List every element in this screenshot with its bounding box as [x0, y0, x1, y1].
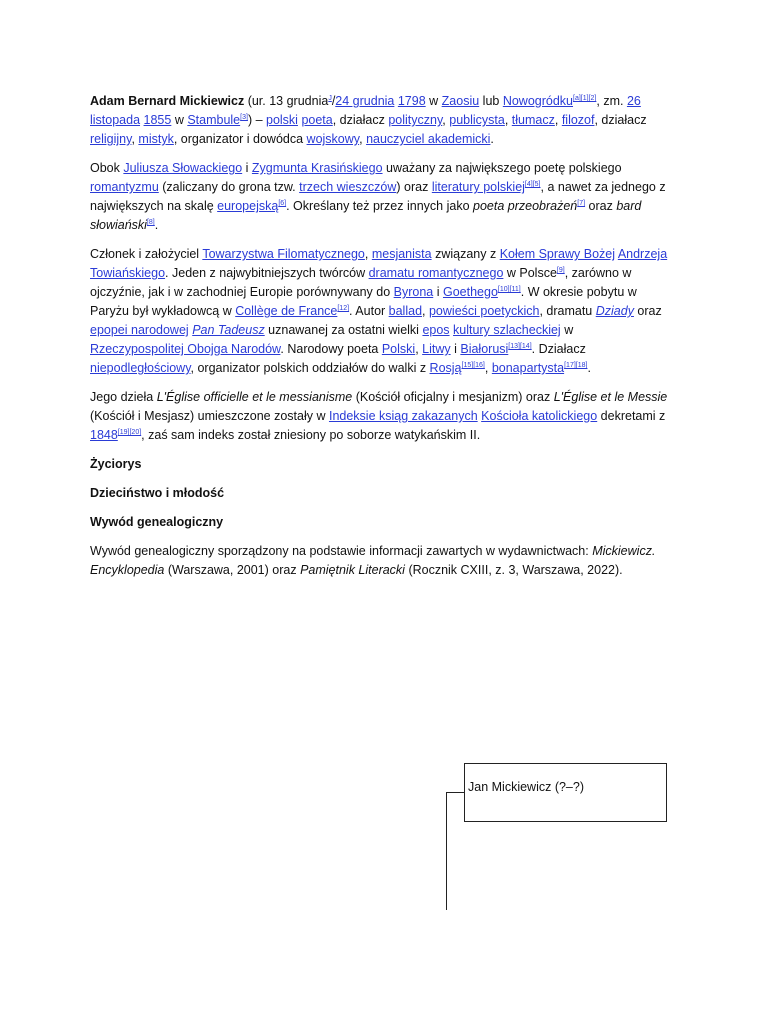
link-tlumacz[interactable]: tłumacz	[511, 113, 555, 127]
footnote-ref[interactable]: [12]	[337, 304, 350, 312]
link-epos[interactable]: epos	[422, 323, 450, 337]
link-polski[interactable]: polski	[266, 113, 298, 127]
link-literatura[interactable]: literatury polskiej	[431, 180, 525, 194]
link-kultura[interactable]: kultury szlacheckiej	[453, 323, 561, 337]
link-poeta[interactable]: poeta	[301, 113, 333, 127]
link-pan-tadeusz[interactable]: Pan Tadeusz	[192, 323, 265, 337]
link-birth-year[interactable]: 1798	[397, 94, 426, 108]
link-publicysta[interactable]: publicysta	[449, 113, 505, 127]
link-byron[interactable]: Byrona	[393, 285, 434, 299]
source-title: Pamiętnik Literacki	[300, 563, 405, 577]
work-title: L'Église et le Messie	[553, 390, 668, 404]
tree-connector-horizontal	[446, 792, 464, 793]
footnote-ref[interactable]: [4][5]	[524, 180, 541, 188]
link-polska[interactable]: Polski	[381, 342, 416, 356]
heading-childhood: Dzieciństwo i młodość	[90, 486, 225, 500]
source-title: Mickiewicz. Encyklopedia	[90, 544, 656, 577]
heading-biography: Życiorys	[90, 457, 142, 471]
link-dziady[interactable]: Dziady	[595, 304, 634, 318]
link-dramat[interactable]: dramatu romantycznego	[368, 266, 504, 280]
link-death-year[interactable]: 1855	[143, 113, 172, 127]
link-niepodleglosciowy[interactable]: niepodległościowy	[90, 361, 191, 375]
link-rzeczpospolita[interactable]: Rzeczypospolitej Obojga Narodów	[90, 342, 281, 356]
link-slowacki[interactable]: Juliusza Słowackiego	[123, 161, 243, 175]
link-nowogrodek[interactable]: Nowogródku	[502, 94, 574, 108]
link-kosciol[interactable]: Kościoła katolickiego	[481, 409, 598, 423]
link-polityczny[interactable]: polityczny	[388, 113, 443, 127]
link-mistyk[interactable]: mistyk	[138, 132, 174, 146]
link-death-date[interactable]: 26 listopada	[90, 94, 641, 127]
footnote-ref[interactable]: [10][11]	[497, 285, 521, 293]
article-body	[90, 92, 670, 590]
footnote-ref[interactable]: [13][14]	[508, 342, 532, 350]
footnote-ref[interactable]: [7]	[577, 199, 586, 207]
link-wojskowy[interactable]: wojskowy	[306, 132, 360, 146]
genealogy-paragraph: Wywód genealogiczny sporządzony na podstawie informacji zawartych w wydawnictwach: Mickiewicz. Encyklopedia (Warszawa, 2001) oraz Pamiętnik Literacki (Rocznik CXIII, z. 3, Warszawa, 2022).	[90, 544, 656, 577]
link-college[interactable]: Collège de France	[235, 304, 338, 318]
link-bonapartysta[interactable]: bonapartysta	[491, 361, 565, 375]
tree-connector-vertical	[446, 792, 447, 910]
index-paragraph: Jego dzieła L'Église officielle et le messianisme (Kościół oficjalny i mesjanizm) oraz L'Église et le Messie (Kościół i Mesjasz) umieszczone zostały w Indeksie ksiąg zakazanych Kościoła katolickiego dekretami z 1848[19][20], zaś sam indeks został zniesiony po soborze watykańskim II.	[90, 390, 668, 442]
link-birth-date[interactable]: 24 grudnia	[335, 94, 395, 108]
footnote-ref[interactable]: [9]	[556, 266, 565, 274]
footnote-ref[interactable]: J	[328, 94, 332, 102]
work-title: L'Église officielle et le messianisme	[156, 390, 353, 404]
link-litwa[interactable]: Litwy	[422, 342, 451, 356]
link-ballad[interactable]: ballad	[388, 304, 423, 318]
significance-paragraph: Obok Juliusza Słowackiego i Zygmunta Krasińskiego uważany za największego poetę polskiego romantyzmu (zaliczany do grona tzw. trzech wieszczów) oraz literatury polskiej[4][5], a nawet za jednego z największych na skalę europejską[6]. Określany też przez innych jako poeta przeobrażeń[7] oraz bard słowiański[8].	[90, 161, 666, 232]
link-krasinski[interactable]: Zygmunta Krasińskiego	[251, 161, 383, 175]
works-paragraph: Członek i założyciel Towarzystwa Filomatycznego, mesjanista związany z Kołem Sprawy Bożej Andrzeja Towiańskiego. Jeden z najwybitniejszych twórców dramatu romantycznego w Polsce[9], zarówno w ojczyźnie, jak i w zachodniej Europie porównywany do Byrona i Goethego[10][11]. W okresie pobytu w Paryżu był wykładowcą w Collège de France[12]. Autor ballad, powieści poetyckich, dramatu Dziady oraz epopei narodowej Pan Tadeusz uznawanej za ostatni wielki epos kultury szlacheckiej w Rzeczypospolitej Obojga Narodów. Narodowy poeta Polski, Litwy i Białorusi[13][14]. Działacz niepodległościowy, organizator polskich oddziałów do walki z Rosją[15][16], bonapartysta[17][18].	[90, 247, 668, 375]
link-indeks[interactable]: Indeksie ksiąg zakazanych	[328, 409, 478, 423]
link-kolo[interactable]: Kołem Sprawy Bożej	[499, 247, 616, 261]
footnote-ref[interactable]: [15][16]	[461, 361, 485, 369]
link-romantyzm[interactable]: romantyzmu	[90, 180, 159, 194]
link-epopei[interactable]: epopei narodowej	[90, 323, 189, 337]
intro-paragraph: Adam Bernard Mickiewicz (ur. 13 grudnia$^J$/24 grudnia 1798 w Zaosiu lub Nowogródku[a][1][2], zm. 26 listopada 1855 w Stambule[3]) – polski poeta, działacz polityczny, publicysta, tłumacz, filozof, działacz religijny, mistyk, organizator i dowódca wojskowy, nauczyciel akademicki.	[90, 94, 647, 146]
footnote-ref[interactable]: [17][18]	[564, 361, 588, 369]
link-goethe[interactable]: Goethego	[442, 285, 498, 299]
footnote-ref[interactable]: [8]	[146, 218, 155, 226]
link-rosja[interactable]: Rosją	[429, 361, 462, 375]
link-zaosie[interactable]: Zaosiu	[441, 94, 480, 108]
link-stambul[interactable]: Stambule	[187, 113, 241, 127]
italic-epithet: bard słowiański	[90, 199, 642, 232]
link-filomaci[interactable]: Towarzystwa Filomatycznego	[202, 247, 365, 261]
family-tree-node	[464, 763, 667, 822]
link-powiesci[interactable]: powieści poetyckich	[428, 304, 540, 318]
link-filozof[interactable]: filozof	[561, 113, 595, 127]
footnote-ref[interactable]: [6]	[278, 199, 287, 207]
link-mesjanista[interactable]: mesjanista	[371, 247, 432, 261]
link-towianski[interactable]: Andrzeja Towiańskiego	[90, 247, 668, 280]
tree-person-name: Jan Mickiewicz (?–?)	[468, 780, 585, 794]
link-nauczyciel[interactable]: nauczyciel akademicki	[366, 132, 491, 146]
italic-epithet: poeta przeobrażeń	[473, 199, 578, 213]
link-religijny[interactable]: religijny	[90, 132, 132, 146]
subject-name: Adam Bernard Mickiewicz	[90, 94, 245, 108]
link-1848[interactable]: 1848	[90, 428, 118, 442]
footnote-ref[interactable]: [a][1][2]	[573, 94, 597, 102]
link-europejska[interactable]: europejską	[217, 199, 279, 213]
footnote-ref[interactable]: [19][20]	[117, 428, 142, 436]
link-wieszcze[interactable]: trzech wieszczów	[299, 180, 397, 194]
link-bialorus[interactable]: Białorusi	[460, 342, 509, 356]
footnote-ref[interactable]: [3]	[240, 113, 248, 121]
heading-genealogy: Wywód genealogiczny	[90, 515, 224, 529]
